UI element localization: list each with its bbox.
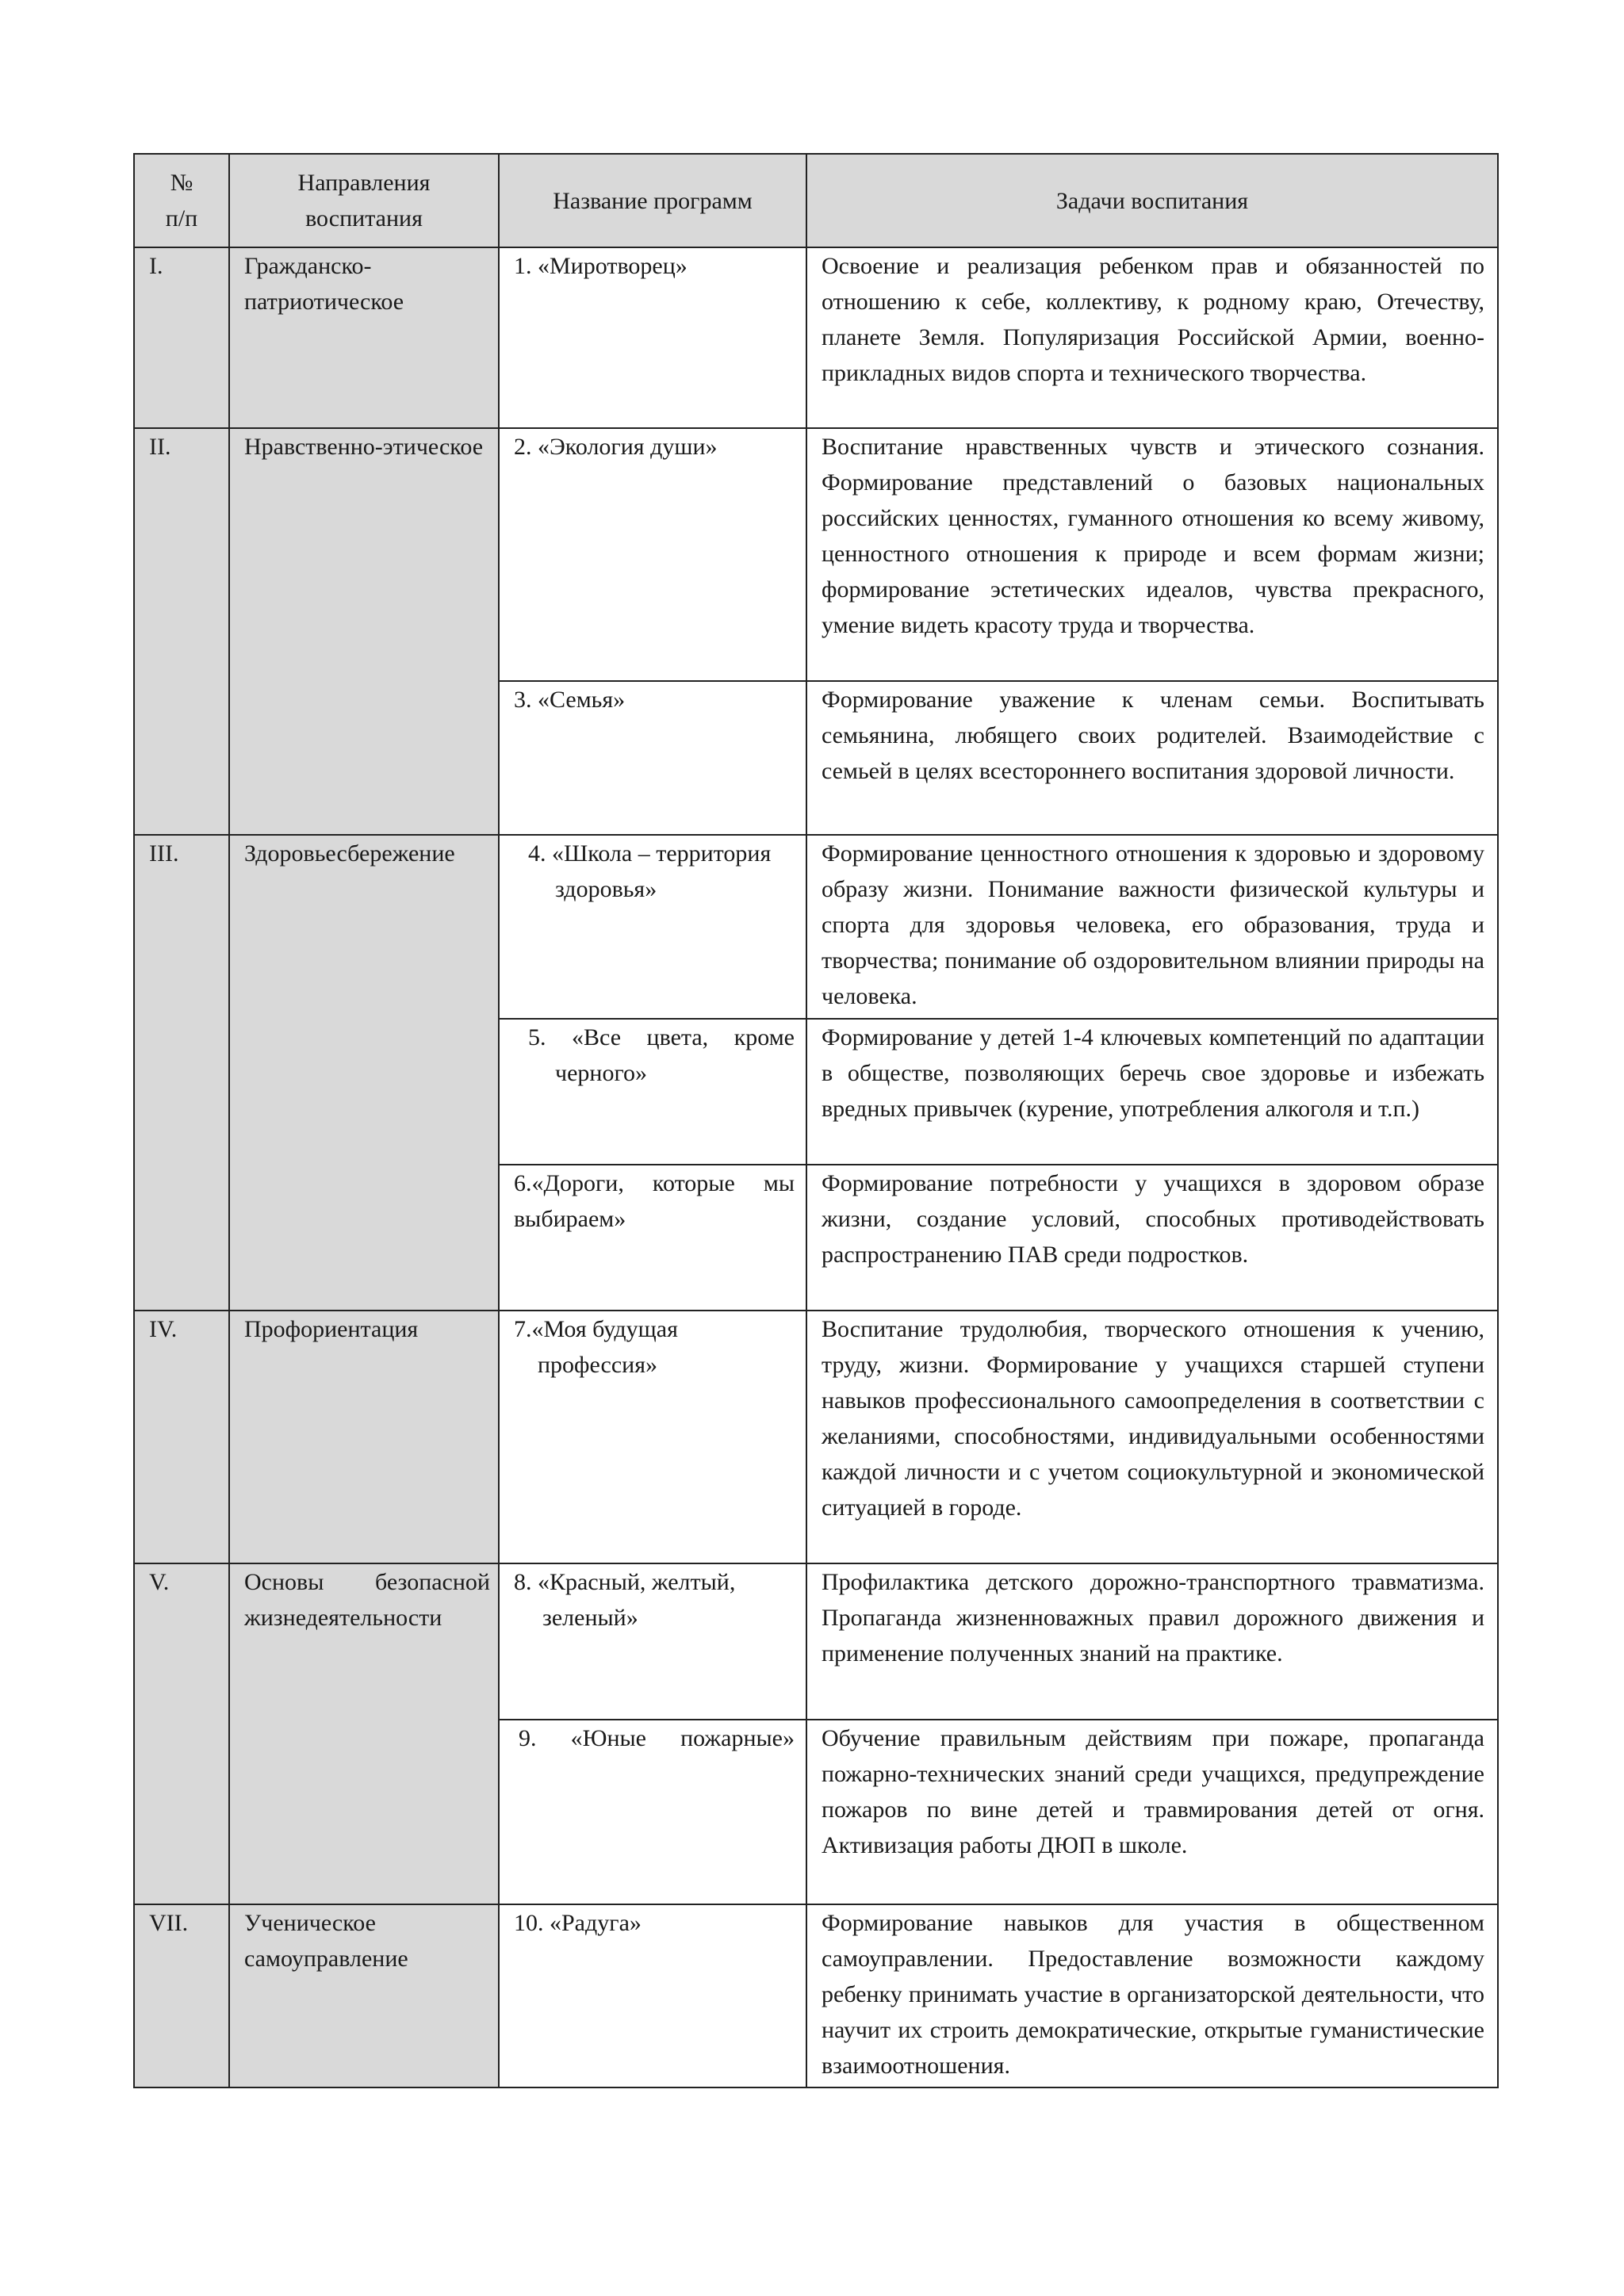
program-name: 4. «Школа – территория здоровья» [499, 835, 806, 1019]
row-number: I. [134, 247, 229, 428]
program-name: 8. «Красный, желтый, зеленый» [499, 1563, 806, 1720]
direction-cell: Нравственно-этическое [229, 428, 499, 835]
direction-cell: Основы безопасной жизнедеятельности [229, 1563, 499, 1904]
task-description: Формирование потребности у учащихся в здоровом образе жизни, создание условий, способных противодействовать распространению ПАВ среди подростков. [806, 1165, 1498, 1311]
row-number: II. [134, 428, 229, 835]
table-row [134, 428, 1498, 681]
program-name: 5. «Все цвета, кроме черного» [499, 1019, 806, 1165]
program-name: 1. «Миротворец» [499, 247, 806, 428]
document-page [133, 153, 1497, 2088]
task-description: Воспитание трудолюбия, творческого отношения к учению, труду, жизни. Формирование у учащихся старшей ступени навыков профессионального самоопределения в соответствии с желаниями, способностями, индивидуальными особенностями каждой личности и с учетом социокультурной и экономической ситуацией в городе. [806, 1311, 1498, 1563]
header-num: № п/п [134, 154, 229, 247]
task-description: Обучение правильным действиям при пожаре, пропаганда пожарно-технических знаний среди учащихся, предупреждение пожаров по вине детей и травмирования детей от огня. Активизация работы ДЮП в школе. [806, 1720, 1498, 1904]
task-description: Профилактика детского дорожно-транспортного травматизма. Пропаганда жизненноважных правил дорожного движения и применение полученных знаний на практике. [806, 1563, 1498, 1720]
table-header-row [134, 154, 1498, 247]
program-name: 3. «Семья» [499, 681, 806, 835]
program-name: 7.«Моя будущая профессия» [499, 1311, 806, 1563]
direction-cell: Ученическое самоуправление [229, 1904, 499, 2087]
task-description: Воспитание нравственных чувств и этического сознания. Формирование представлений о базовых национальных российских ценностях, гуманного отношения ко всему живому, ценностного отношения к природе и всем формам жизни; формирование эстетических идеалов, чувства прекрасного, умение видеть красоту труда и творчества. [806, 428, 1498, 681]
table-row [134, 1311, 1498, 1563]
table-row [134, 1904, 1498, 2087]
task-description: Формирование у детей 1-4 ключевых компетенций по адаптации в обществе, позволяющих беречь свое здоровье и избежать вредных привычек (курение, употребления алкоголя и т.п.) [806, 1019, 1498, 1165]
task-description: Формирование уважение к членам семьи. Воспитывать семьянина, любящего своих родителей. Взаимодействие с семьей в целях всестороннего воспитания здоровой личности. [806, 681, 1498, 835]
direction-cell: Профориентация [229, 1311, 499, 1563]
program-name: 9. «Юные пожарные» [499, 1720, 806, 1904]
education-plan-table [133, 153, 1499, 2088]
table-row [134, 835, 1498, 1019]
task-description: Формирование навыков для участия в общественном самоуправлении. Предоставление возможности каждому ребенку принимать участие в организаторской деятельности, что научит их строить демократические, открытые гуманистические взаимоотношения. [806, 1904, 1498, 2087]
task-description: Формирование ценностного отношения к здоровью и здоровому образу жизни. Понимание важности физической культуры и спорта для здоровья человека, его образования, труда и творчества; понимание об оздоровительном влиянии природы на человека. [806, 835, 1498, 1019]
header-program: Название программ [499, 154, 806, 247]
program-name: 2. «Экология души» [499, 428, 806, 681]
program-name: 10. «Радуга» [499, 1904, 806, 2087]
task-description: Освоение и реализация ребенком прав и обязанностей по отношению к себе, коллективу, к родному краю, Отечеству, планете Земля. Популяризация Российской Армии, военно-прикладных видов спорта и технического творчества. [806, 247, 1498, 428]
program-name: 6.«Дороги, которые мы выбираем» [499, 1165, 806, 1311]
header-direction: Направления воспитания [229, 154, 499, 247]
table-row [134, 1563, 1498, 1720]
header-tasks: Задачи воспитания [806, 154, 1498, 247]
row-number: III. [134, 835, 229, 1311]
direction-cell: Здоровьесбережение [229, 835, 499, 1311]
table-row [134, 247, 1498, 428]
row-number: V. [134, 1563, 229, 1904]
direction-cell: Гражданско-патриотическое [229, 247, 499, 428]
row-number: IV. [134, 1311, 229, 1563]
row-number: VII. [134, 1904, 229, 2087]
